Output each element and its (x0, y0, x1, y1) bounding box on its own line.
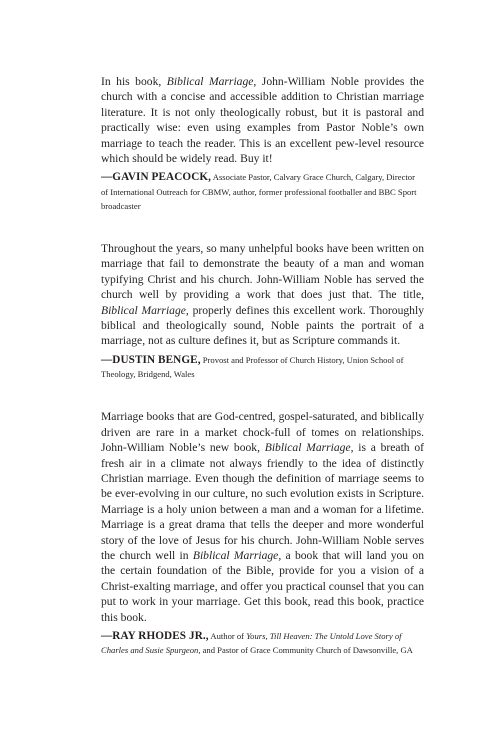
endorsement-peacock (101, 74, 424, 213)
text-segment: properly defines this excellent work. Thoroughly biblical and theologically sound, Noble paints the portrait of a marriage, not as culture defines it, but as Scripture commands it. (101, 303, 424, 348)
text-segment: John-William Noble provides the church with a concise and accessible addition to Christian marriage literature. It is not only theologically robust, but it is pastoral and practically wise: even using examples from Pastor Noble’s own marriage to teach the reader. This is an excellent pew-level resource which should be widely read. Buy it! (101, 75, 425, 166)
endorser-credentials: and Pastor of Grace Community Church of Dawsonville, GA (200, 645, 413, 656)
endorsement-text (101, 74, 424, 166)
book-title: Biblical Marriage, (101, 303, 189, 317)
endorsement-attribution (101, 353, 424, 381)
endorsement-text (101, 409, 424, 625)
endorser-name: —DUSTIN BENGE, (101, 353, 201, 366)
endorsement-attribution (101, 629, 424, 657)
text-segment: is a breath of fresh air in a climate not always friendly to the idea of distinctly Christian marriage. Even though the definition of marriage seems to be ever-evolving in our culture, no such evolution exists in Scripture. Marriage is a holy union between a man and a woman for a lifetime. Marriage is a great drama that tells the deeper and more wonderful story of the love of Jesus for his church. John-William Noble serves the church well in (101, 441, 424, 562)
book-title: Biblical Marriage, (192, 548, 282, 562)
endorsements-page (101, 74, 424, 657)
endorser-name: —GAVIN PEACOCK, (101, 171, 212, 184)
text-segment: In his book, (101, 75, 167, 88)
text-segment: Throughout the years, so many unhelpful books have been written on marriage that fail to demonstrate the beauty of a man and woman typifying Christ and his church. John-William Noble has served the church well by providing a work that does just that. The title, (101, 242, 424, 302)
endorser-credentials: Author of (208, 630, 247, 641)
book-title: Yours, Till Heaven: The Untold Love Story of Charles and Susie Spurgeon, (101, 630, 402, 656)
book-title: Biblical Marriage, (264, 441, 354, 455)
endorser-name: —RAY RHODES JR., (101, 629, 209, 642)
endorsement-benge (101, 241, 424, 381)
endorsement-attribution (101, 170, 424, 213)
book-title: Biblical Marriage, (166, 75, 257, 88)
endorsement-text (101, 241, 424, 349)
endorser-credentials: Associate Pastor, Calvary Grace Church, Calgary, Director of International Outreach for CBMW, author, former professional footballer and BBC Sport broadcaster (101, 172, 417, 211)
text-segment: Marriage books that are God-centred, gospel-saturated, and biblically driven are rare in a market chock-full of tomes on relationships. John-William Noble’s new book, (101, 410, 424, 455)
text-segment: a book that will land you on the certain foundation of the Bible, provide for you a vision of a Christ-exalting marriage, and offer you practical counsel that you can put to work in your marriage. Get this book, read this book, practice this book. (101, 548, 424, 624)
endorsement-rhodes (101, 409, 424, 657)
endorser-credentials: Provost and Professor of Church History, Union School of Theology, Bridgend, Wales (101, 354, 404, 380)
